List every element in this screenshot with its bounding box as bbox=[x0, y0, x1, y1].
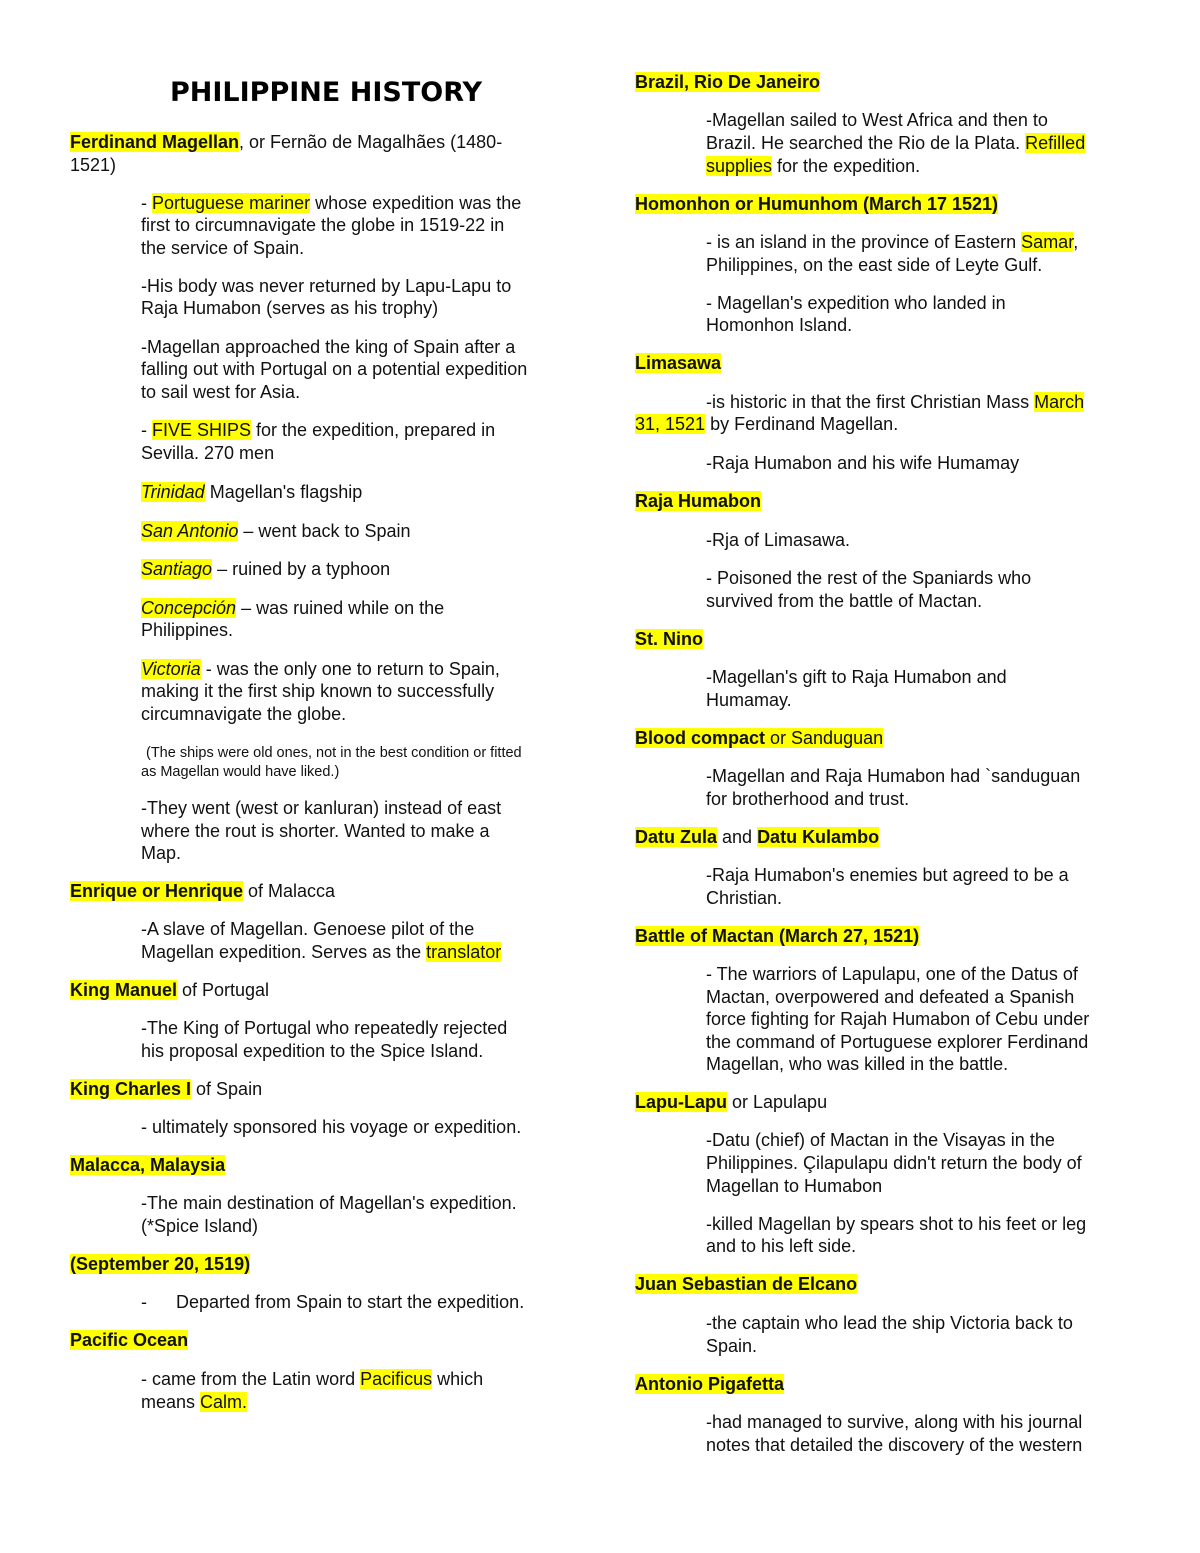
text-line: circumnavigate the globe. bbox=[141, 704, 347, 724]
text-line: -Magellan's gift to Raja Humabon and bbox=[706, 667, 1007, 687]
text-line: the service of Spain. bbox=[141, 238, 305, 258]
magellan-aka: , or Fernão de Magalhães (1480- bbox=[239, 132, 503, 152]
ship-desc: – ruined by a typhoon bbox=[212, 559, 391, 579]
pacific-heading bbox=[70, 1329, 188, 1352]
text-line: Magellan, who was killed in the battle. bbox=[706, 1054, 1009, 1074]
text-line: Humamay. bbox=[706, 690, 792, 710]
text-line: Spain. bbox=[706, 1336, 758, 1356]
text-run: - bbox=[141, 420, 152, 440]
text-line: to sail west for Asia. bbox=[141, 382, 301, 402]
text-line: -Magellan sailed to West Africa and then to bbox=[706, 110, 1048, 130]
term-king-charles: King Charles I bbox=[70, 1079, 192, 1099]
text-line bbox=[141, 1391, 247, 1414]
term-homonhon: Homonhon or Humunhom (March 17 1521) bbox=[635, 194, 999, 214]
text-line: Magellan to Humabon bbox=[706, 1176, 883, 1196]
highlight-pacificus: Pacificus bbox=[360, 1369, 433, 1389]
ship-concepcion bbox=[141, 597, 444, 620]
ship-desc: Magellan's flagship bbox=[204, 482, 363, 502]
battle-heading bbox=[635, 925, 919, 948]
ships-note: (The ships were old ones, not in the best condition or fitted bbox=[146, 745, 522, 761]
charles-heading bbox=[70, 1078, 262, 1101]
term-king-manuel: King Manuel bbox=[70, 980, 177, 1000]
manuel-heading bbox=[70, 979, 269, 1002]
ship-desc: - was the only one to return to Spain, bbox=[200, 659, 500, 679]
magellan-point-2: -His body was never returned by Lapu-Lapu to bbox=[141, 276, 512, 296]
highlight-supplies: supplies bbox=[706, 156, 773, 176]
humabon-heading bbox=[635, 490, 761, 513]
text-line: -had managed to survive, along with his journal bbox=[706, 1412, 1083, 1432]
text-line bbox=[706, 231, 1078, 254]
term-st-nino: St. Nino bbox=[635, 629, 703, 649]
highlight-calm: Calm. bbox=[200, 1392, 248, 1412]
text-run: or Lapulapu bbox=[727, 1092, 828, 1112]
text-run: - bbox=[141, 193, 152, 213]
malacca-heading bbox=[70, 1154, 225, 1177]
highlight-five-ships: FIVE SHIPS bbox=[152, 420, 252, 440]
text-run: - is an island in the province of Eastern bbox=[706, 232, 1022, 252]
magellan-heading bbox=[70, 131, 502, 154]
text-line bbox=[635, 413, 898, 436]
highlight-translator: translator bbox=[426, 942, 502, 962]
text-run: - came from the Latin word bbox=[141, 1369, 361, 1389]
datus-heading bbox=[635, 826, 879, 849]
text-run: whose expedition was the bbox=[310, 193, 522, 213]
text-run: of Portugal bbox=[177, 980, 270, 1000]
text-line: force fighting for Rajah Humabon of Cebu under bbox=[706, 1009, 1090, 1029]
term-lapu-lapu: Lapu-Lapu bbox=[635, 1092, 727, 1112]
text-line: making it the first ship known to successfully bbox=[141, 681, 495, 701]
term-raja-humabon: Raja Humabon bbox=[635, 491, 762, 511]
route-point: -They went (west or kanluran) instead of east bbox=[141, 798, 502, 818]
text-line: -the captain who lead the ship Victoria back to bbox=[706, 1313, 1073, 1333]
september-heading bbox=[70, 1253, 250, 1276]
magellan-point-4 bbox=[141, 419, 495, 442]
enrique-heading bbox=[70, 880, 335, 903]
elcano-heading bbox=[635, 1273, 857, 1296]
ship-name: Concepción bbox=[141, 598, 237, 618]
pigafetta-heading bbox=[635, 1373, 784, 1396]
text-line: - Poisoned the rest of the Spaniards who bbox=[706, 568, 1032, 588]
text-run: , bbox=[1073, 232, 1079, 252]
term-sanduguan: Sanduguan bbox=[791, 728, 884, 748]
text-line bbox=[706, 155, 920, 178]
text-line: Philippines, on the east side of Leyte Gulf. bbox=[706, 255, 1043, 275]
text-run: Magellan expedition. Serves as the bbox=[141, 942, 427, 962]
text-run: Brazil. He searched the Rio de la Plata. bbox=[706, 133, 1026, 153]
text-run: which bbox=[432, 1369, 484, 1389]
text-run: for the expedition. bbox=[772, 156, 921, 176]
term-enrique: Enrique or Henrique bbox=[70, 881, 244, 901]
ship-desc: – was ruined while on the bbox=[236, 598, 445, 618]
bullet-dash: - bbox=[141, 1292, 147, 1312]
highlight-samar: Samar bbox=[1021, 232, 1074, 252]
text-line bbox=[141, 941, 501, 964]
magellan-point-3: -Magellan approached the king of Spain after a bbox=[141, 337, 516, 357]
nino-heading bbox=[635, 628, 703, 651]
text-line: Raja Humabon (serves as his trophy) bbox=[141, 298, 439, 318]
highlight-portuguese-mariner: Portuguese mariner bbox=[152, 193, 311, 213]
ship-name: San Antonio bbox=[141, 521, 239, 541]
text-line: Christian. bbox=[706, 888, 783, 908]
text-line: falling out with Portugal on a potential expedition bbox=[141, 359, 528, 379]
text-line: for brotherhood and trust. bbox=[706, 789, 910, 809]
term-limasawa: Limasawa bbox=[635, 353, 722, 373]
page-title: PHILIPPINE HISTORY bbox=[170, 77, 483, 108]
text-line: notes that detailed the discovery of the western bbox=[706, 1435, 1083, 1455]
text-line: Homonhon Island. bbox=[706, 315, 853, 335]
text-line: Departed from Spain to start the expedition. bbox=[176, 1292, 525, 1312]
ship-santiago bbox=[141, 558, 390, 581]
highlight-31-1521: 31, 1521 bbox=[635, 414, 706, 434]
ship-san-antonio bbox=[141, 520, 411, 543]
term-september-1519: (September 20, 1519) bbox=[70, 1254, 251, 1274]
text-line: - The warriors of Lapulapu, one of the Datus of bbox=[706, 964, 1078, 984]
text-line: first to circumnavigate the globe in 1519-22 in bbox=[141, 215, 505, 235]
text-line bbox=[706, 391, 1084, 414]
term-malacca: Malacca, Malaysia bbox=[70, 1155, 226, 1175]
text-line: -killed Magellan by spears shot to his feet or leg bbox=[706, 1214, 1087, 1234]
magellan-point-1 bbox=[141, 192, 521, 215]
text-line: Philippines. bbox=[141, 620, 234, 640]
text-line: -The main destination of Magellan's expedition. bbox=[141, 1193, 517, 1213]
text-run: by Ferdinand Magellan. bbox=[705, 414, 899, 434]
text-line: Mactan, overpowered and defeated a Spanish bbox=[706, 987, 1075, 1007]
text-line: -The King of Portugal who repeatedly rejected bbox=[141, 1018, 508, 1038]
text-run: means bbox=[141, 1392, 201, 1412]
text-line: -Raja Humabon and his wife Humamay bbox=[706, 453, 1020, 473]
term-blood-compact: Blood compact bbox=[635, 728, 766, 748]
ship-name: Victoria bbox=[141, 659, 201, 679]
ship-victoria bbox=[141, 658, 500, 681]
text-line: and to his left side. bbox=[706, 1236, 857, 1256]
text-run: -is historic in that the first Christian Mass bbox=[706, 392, 1035, 412]
text-line: the command of Portuguese explorer Ferdinand bbox=[706, 1032, 1089, 1052]
text-line: - ultimately sponsored his voyage or expedition. bbox=[141, 1117, 522, 1137]
ship-trinidad bbox=[141, 481, 362, 504]
text-line: -A slave of Magellan. Genoese pilot of the bbox=[141, 919, 475, 939]
magellan-dates: 1521) bbox=[70, 155, 117, 175]
term-pacific-ocean: Pacific Ocean bbox=[70, 1330, 189, 1350]
text-run: for the expedition, prepared in bbox=[251, 420, 496, 440]
text-line bbox=[141, 1368, 483, 1391]
highlight-march: March bbox=[1034, 392, 1085, 412]
term-ferdinand-magellan: Ferdinand Magellan bbox=[70, 132, 240, 152]
term-datu-kulambo: Datu Kulambo bbox=[757, 827, 880, 847]
brazil-heading bbox=[635, 71, 820, 94]
text-line: -Datu (chief) of Mactan in the Visayas in the bbox=[706, 1130, 1055, 1150]
text-line bbox=[706, 132, 1085, 155]
lapulapu-heading bbox=[635, 1091, 827, 1114]
ship-desc: – went back to Spain bbox=[238, 521, 411, 541]
text-run: of Spain bbox=[191, 1079, 263, 1099]
text-line: Map. bbox=[141, 843, 182, 863]
limasawa-heading bbox=[635, 352, 721, 375]
text-line: -Rja of Limasawa. bbox=[706, 530, 851, 550]
term-brazil: Brazil, Rio De Janeiro bbox=[635, 72, 821, 92]
text-line: as Magellan would have liked.) bbox=[141, 764, 340, 780]
text-line: -Raja Humabon's enemies but agreed to be a bbox=[706, 865, 1069, 885]
term-elcano: Juan Sebastian de Elcano bbox=[635, 1274, 858, 1294]
text-line: where the rout is shorter. Wanted to make a bbox=[141, 821, 490, 841]
term-datu-zula: Datu Zula bbox=[635, 827, 718, 847]
highlight-refilled: Refilled bbox=[1025, 133, 1086, 153]
homonhon-heading bbox=[635, 193, 998, 216]
blood-compact-heading bbox=[635, 727, 883, 750]
text-run: or bbox=[765, 728, 792, 748]
text-line: - Magellan's expedition who landed in bbox=[706, 293, 1006, 313]
ship-name: Trinidad bbox=[141, 482, 205, 502]
ship-name: Santiago bbox=[141, 559, 213, 579]
text-line: (*Spice Island) bbox=[141, 1216, 259, 1236]
text-line: -Magellan and Raja Humabon had `sanduguan bbox=[706, 766, 1081, 786]
text-line: his proposal expedition to the Spice Island. bbox=[141, 1041, 484, 1061]
text-line: survived from the battle of Mactan. bbox=[706, 591, 983, 611]
term-battle-of-mactan: Battle of Mactan (March 27, 1521) bbox=[635, 926, 920, 946]
text-line: Sevilla. 270 men bbox=[141, 443, 275, 463]
text-run: of Malacca bbox=[243, 881, 336, 901]
text-run: and bbox=[717, 827, 758, 847]
term-pigafetta: Antonio Pigafetta bbox=[635, 1374, 784, 1394]
text-line: Philippines. Çilapulapu didn't return the body of bbox=[706, 1153, 1082, 1173]
